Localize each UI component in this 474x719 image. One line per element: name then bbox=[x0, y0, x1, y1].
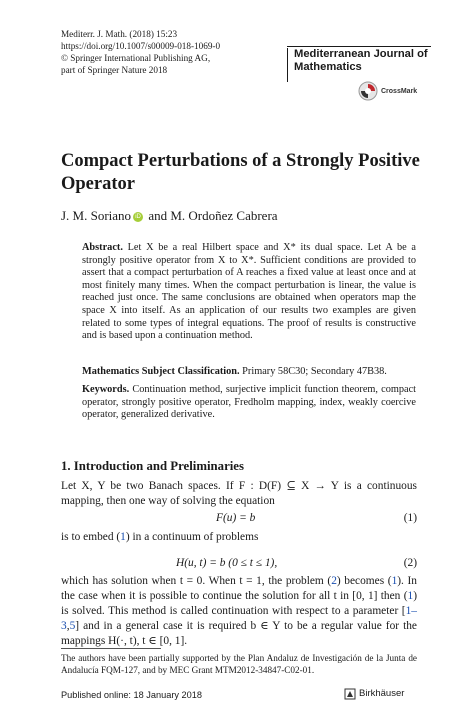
equation-2 bbox=[61, 556, 417, 571]
author-1: J. M. Soriano bbox=[61, 208, 132, 223]
abstract-text: Let X be a real Hilbert space and X* its dual space. Let A be a strongly positive operator from X to X*. Sufficient conditions are provided to assert that a compact perturbation of A reaches a fixed value at least once and at most finitely many times. When the compact perturbation is linear, the value is reached just once. The same conclusions are obtained when operators map the space X into itself. As an application of our results two examples are given related to some types of integral equations. The proof of results is constructive and is based upon a continuation method. bbox=[82, 242, 417, 342]
keywords bbox=[82, 384, 416, 422]
paragraph-2 bbox=[61, 530, 417, 545]
author-connector: and bbox=[148, 208, 168, 223]
paragraph-3-text-e: , bbox=[66, 620, 70, 632]
paragraph-3-text-c: ). In the case when it is possible to continue the solution for all t in [0, 1] then ( bbox=[61, 575, 418, 602]
journal-name: Mediterranean Journal of Mathematics bbox=[287, 48, 430, 82]
copyright-line: © Springer International Publishing AG, bbox=[61, 53, 211, 63]
citation-line: Mediterr. J. Math. (2018) 15:23 bbox=[61, 29, 178, 39]
abstract bbox=[82, 242, 416, 343]
equation-1-number: (1) bbox=[403, 512, 417, 524]
msc-text: Primary 58C30; Secondary 47B38. bbox=[242, 366, 387, 377]
footnote-rule bbox=[61, 648, 161, 649]
doi-line[interactable]: https://doi.org/10.1007/s00009-018-1069-0 bbox=[61, 41, 221, 51]
paragraph-1: Let X, Y be two Banach spaces. If F : D(F) ⊆ X → Y is a continuous mapping, then one way of solving the equation bbox=[61, 480, 417, 507]
published-date: Published online: 18 January 2018 bbox=[61, 690, 202, 700]
section-heading: 1. Introduction and Preliminaries bbox=[61, 459, 244, 473]
publisher-name: Birkhäuser bbox=[359, 688, 405, 699]
publisher-logo bbox=[344, 688, 404, 700]
equation-2-expression: H(u, t) = b (0 ≤ t ≤ 1), bbox=[176, 557, 278, 569]
orcid-icon[interactable]: iD bbox=[133, 212, 143, 222]
msc-classification bbox=[82, 366, 416, 379]
paragraph-3-text-f: ] and in a general case it is required b ∈ Y to be a regular value for the mappings H(·, t), t ∈ [0, 1]. bbox=[61, 620, 417, 647]
article-metadata bbox=[61, 28, 311, 76]
citation-link[interactable]: 5 bbox=[69, 620, 76, 632]
equation-ref-link[interactable]: 1 bbox=[407, 590, 414, 602]
paper-title: Compact Perturbations of a Strongly Positive Operator bbox=[61, 151, 420, 194]
paragraph-3-text-b: ) becomes ( bbox=[336, 575, 392, 587]
keywords-label: Keywords. bbox=[82, 384, 130, 395]
citation-link[interactable]: 1–3 bbox=[61, 605, 417, 632]
keywords-text: Continuation method, surjective implicit function theorem, compact operator, strongly positive operator, Fredholm mapping, index, weakly coercive operator, generalized derivative. bbox=[82, 384, 416, 421]
equation-1 bbox=[61, 511, 417, 526]
msc-label: Mathematics Subject Classification. bbox=[82, 366, 240, 377]
birkhauser-icon bbox=[344, 688, 356, 700]
funding-footnote: The authors have been partially supported by the Plan Andaluz de Investigación de la Junta de Andalucía FQM-127, and by MEC Grant MTM2012-34847-C02-01. bbox=[61, 653, 417, 675]
crossmark-label: CrossMark bbox=[381, 87, 418, 95]
crossmark-badge[interactable] bbox=[358, 80, 438, 102]
paragraph-2-text-end: ) in a continuum of problems bbox=[125, 531, 259, 543]
equation-2-number: (2) bbox=[403, 557, 417, 569]
paragraph-3 bbox=[61, 574, 417, 649]
paragraph-3-text-d: ) is solved. This method is called continuation with respect to a parameter [ bbox=[61, 590, 417, 617]
paragraph-2-text: is to embed ( bbox=[61, 531, 121, 543]
equation-ref-link[interactable]: 1 bbox=[120, 531, 126, 543]
author-2: M. Ordoñez Cabrera bbox=[170, 208, 278, 223]
abstract-label: Abstract. bbox=[82, 242, 123, 253]
crossmark-icon bbox=[358, 81, 378, 101]
journal-rule bbox=[287, 46, 431, 47]
paragraph-3-text-a: which has solution when t = 0. When t = 1, the problem ( bbox=[61, 575, 332, 587]
author-line bbox=[61, 208, 441, 224]
equation-1-expression: F(u) = b bbox=[216, 512, 256, 524]
equation-ref-link[interactable]: 2 bbox=[331, 575, 337, 587]
equation-ref-link[interactable]: 1 bbox=[391, 575, 398, 587]
copyright-line-2: part of Springer Nature 2018 bbox=[61, 65, 168, 75]
